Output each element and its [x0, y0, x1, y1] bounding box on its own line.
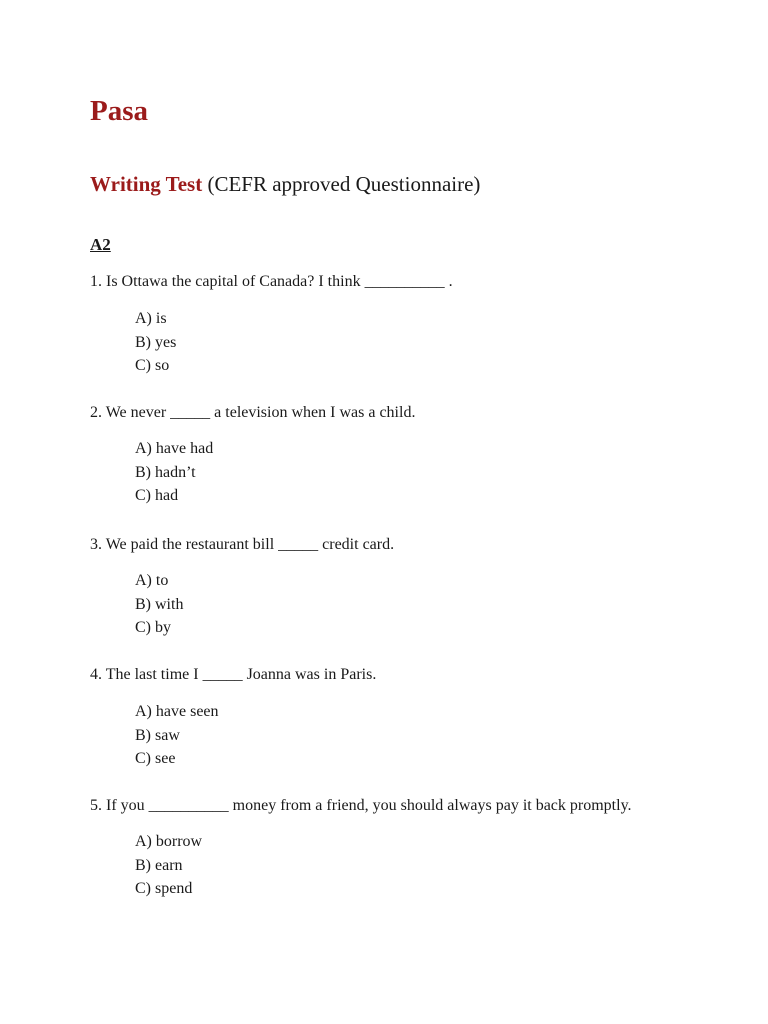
option-c[interactable]: C) had	[135, 487, 179, 504]
option-c[interactable]: C) so	[135, 357, 170, 374]
question-5-options	[135, 830, 202, 901]
option-a[interactable]: A) to	[135, 572, 169, 589]
subtitle-rest: (CEFR approved Questionnaire)	[202, 172, 481, 196]
option-c[interactable]: C) see	[135, 750, 176, 767]
question-1-options	[135, 307, 176, 378]
option-b[interactable]: B) hadn’t	[135, 463, 196, 481]
option-a[interactable]: A) is	[135, 310, 167, 327]
subtitle-accent: Writing Test	[90, 172, 203, 196]
question-2-text: 2. We never _____ a television when I was a child.	[90, 404, 416, 421]
option-b[interactable]: B) yes	[135, 333, 177, 351]
level-heading: A2	[90, 235, 111, 254]
option-b[interactable]: B) with	[135, 595, 184, 613]
option-c[interactable]: C) by	[135, 619, 171, 636]
option-a[interactable]: A) have had	[135, 440, 214, 457]
option-b[interactable]: B) saw	[135, 726, 180, 744]
option-a[interactable]: A) borrow	[135, 833, 203, 850]
question-5-text: 5. If you __________ money from a friend, you should always pay it back promptly.	[90, 797, 632, 814]
question-4-options	[135, 700, 219, 771]
question-2-options	[135, 437, 213, 508]
option-a[interactable]: A) have seen	[135, 703, 219, 720]
document-subtitle	[90, 170, 480, 198]
option-c[interactable]: C) spend	[135, 880, 193, 897]
option-b[interactable]: B) earn	[135, 856, 183, 874]
question-4-text: 4. The last time I _____ Joanna was in Paris.	[90, 666, 377, 683]
question-3-text: 3. We paid the restaurant bill _____ credit card.	[90, 536, 395, 553]
question-3-options	[135, 569, 183, 640]
document-title: Pasa	[90, 95, 148, 127]
question-1-text: 1. Is Ottawa the capital of Canada? I think __________ .	[90, 273, 453, 290]
